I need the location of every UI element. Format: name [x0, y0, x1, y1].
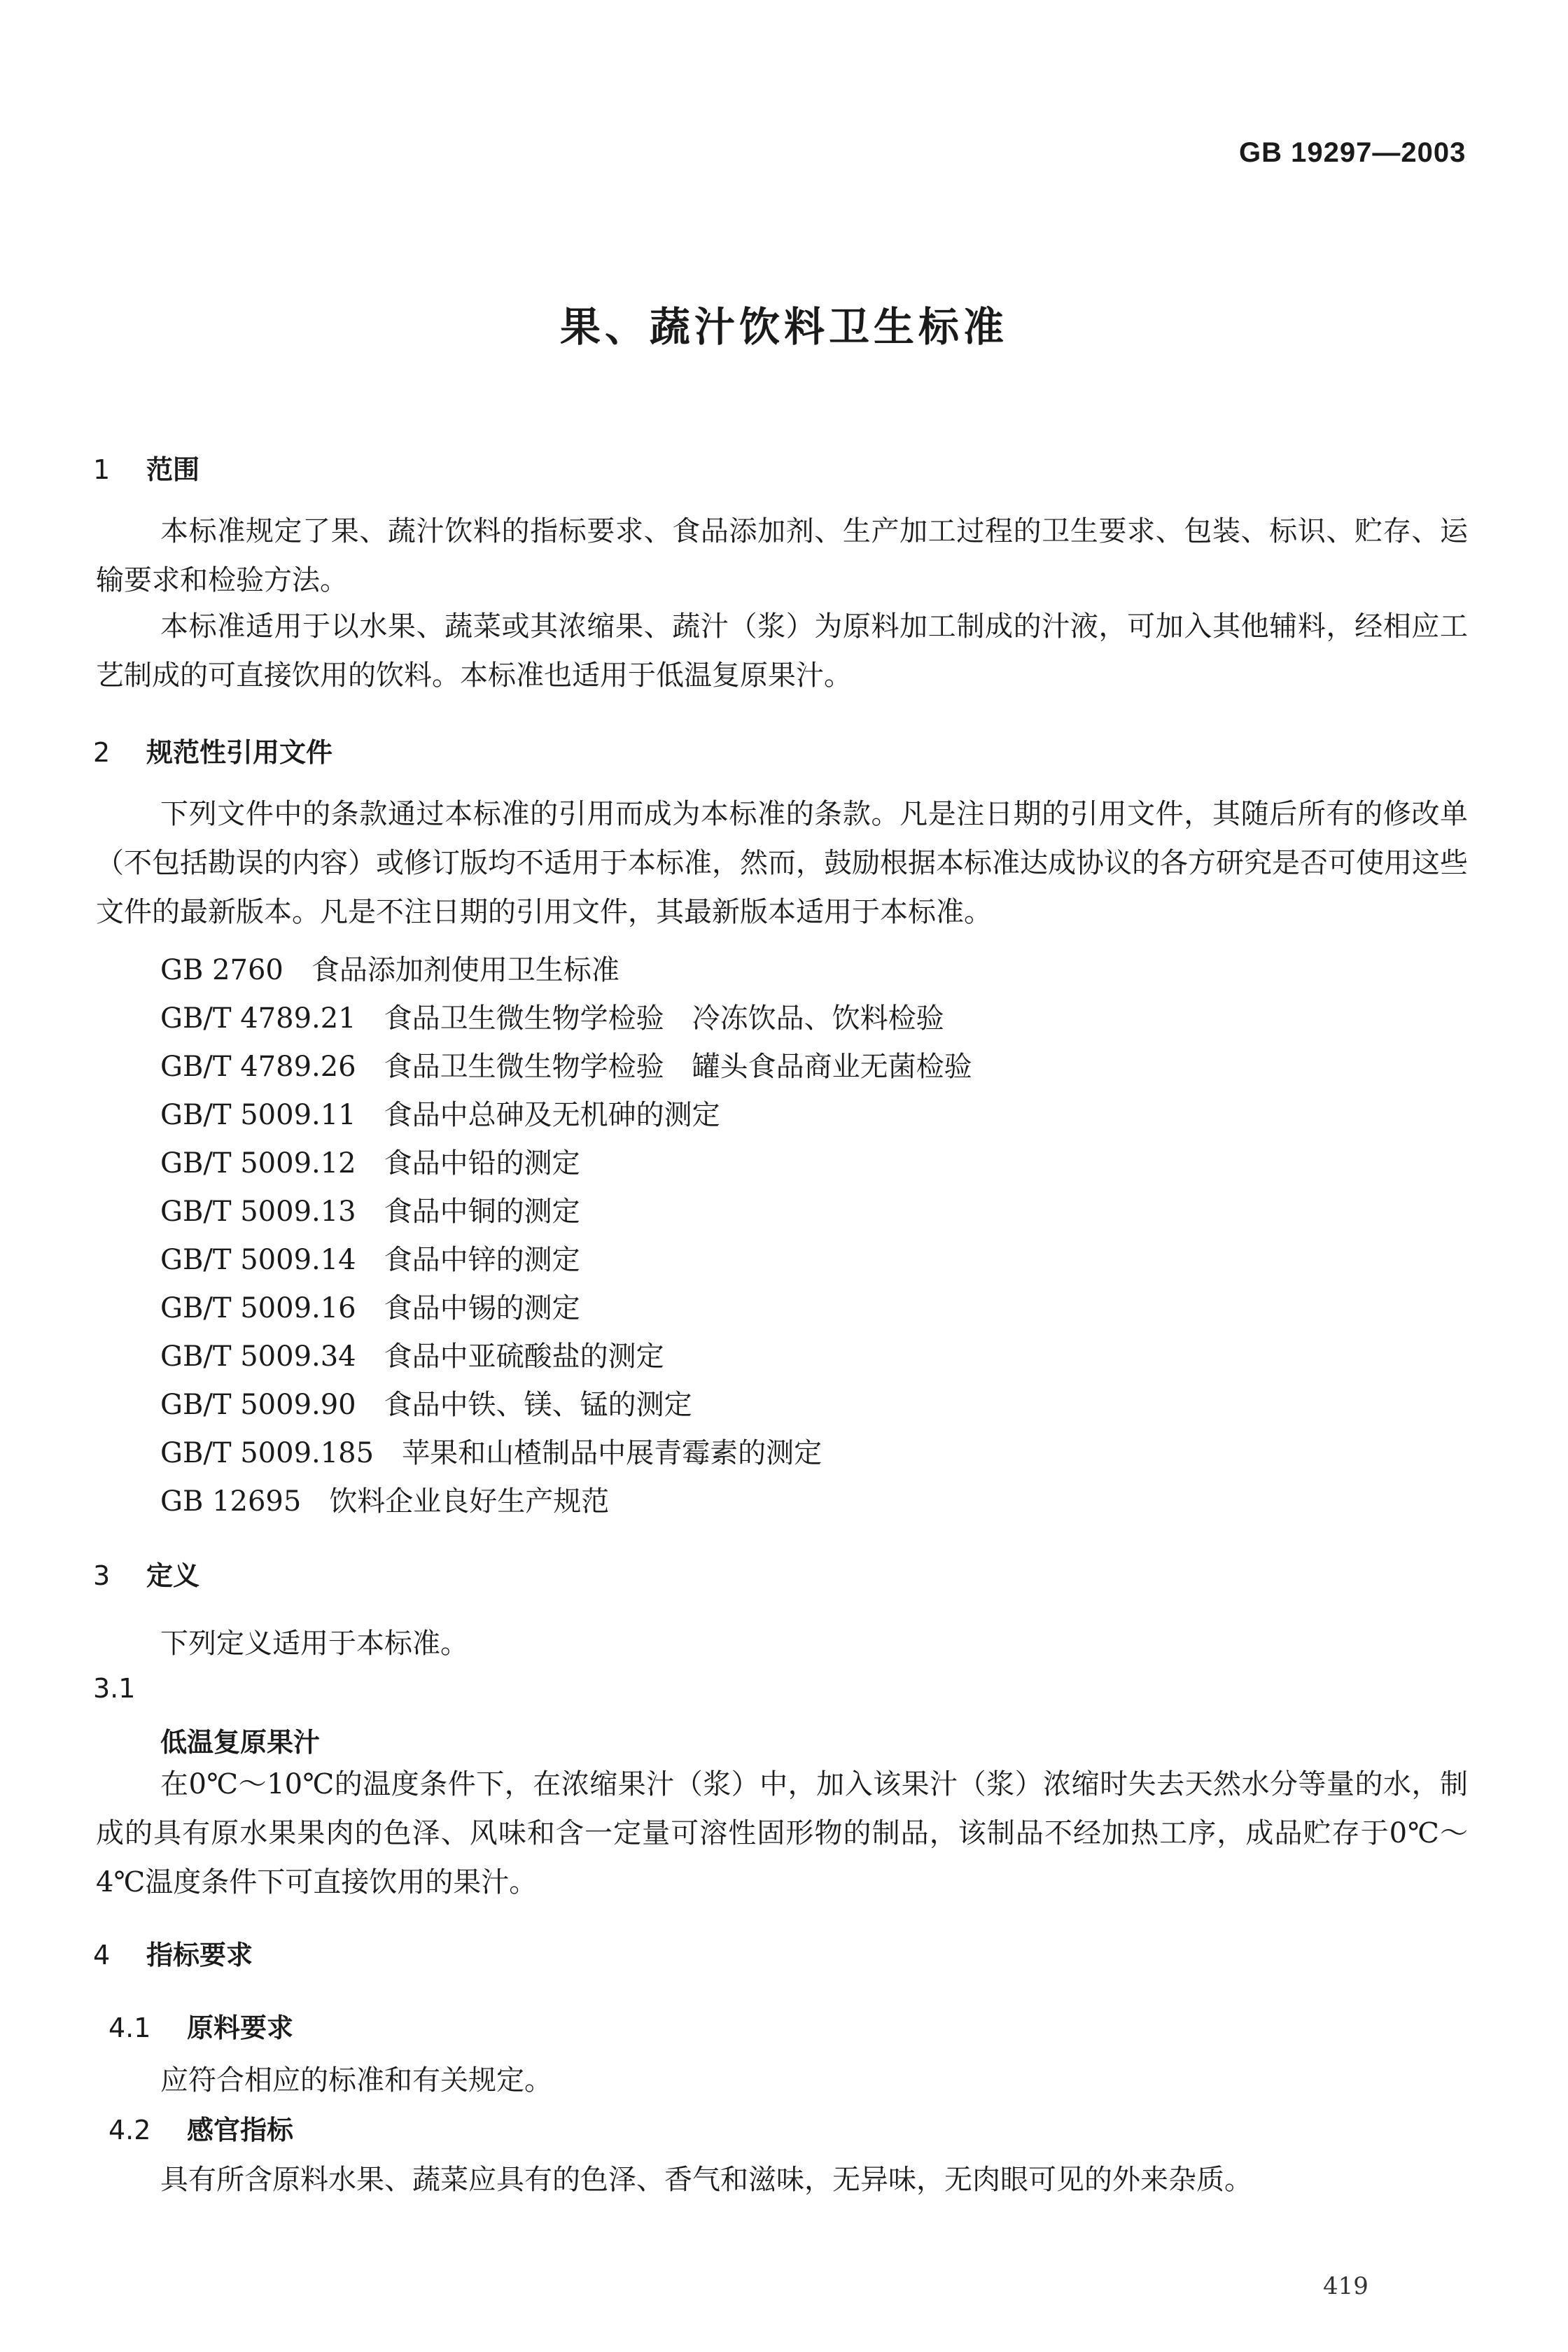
- reference-title: 食品中总砷及无机砷的测定: [384, 1099, 720, 1131]
- reference-code: GB/T 5009.16: [160, 1292, 356, 1324]
- subsection-title: 原料要求: [187, 2012, 294, 2043]
- reference-title: 食品添加剂使用卫生标准: [311, 954, 620, 986]
- reference-item: [160, 996, 944, 1036]
- reference-code: GB 12695: [160, 1485, 302, 1518]
- reference-code: GB/T 4789.21: [160, 1002, 356, 1035]
- standard-number: GB 19297—2003: [1239, 137, 1466, 168]
- reference-code: GB/T 5009.13: [160, 1196, 356, 1228]
- definition-text: 在0℃～10℃的温度条件下，在浓缩果汁（浆）中，加入该果汁（浆）浓缩时失去天然水分等量的水，制成的具有原水果果肉的色泽、风味和含一定量可溶性固形物的制品，该制品不经加热工序，成品贮存于0℃～4℃温度条件下可直接饮用的果汁。: [96, 1768, 1468, 1898]
- reference-item: [160, 1238, 580, 1278]
- reference-code: GB/T 5009.11: [160, 1099, 356, 1131]
- reference-title: 食品中锌的测定: [384, 1244, 580, 1276]
- section-4-heading: [93, 1933, 253, 1972]
- section-number: 4: [93, 1940, 111, 1970]
- section-4-2-heading: [108, 2108, 293, 2147]
- section-2-paragraph: 下列文件中的条款通过本标准的引用而成为本标准的条款。凡是注日期的引用文件，其随后所有的修改单（不包括勘误的内容）或修订版均不适用于本标准，然而，鼓励根据本标准达成协议的各方研究是否可使用这些文件的最新版本。凡是不注日期的引用文件，其最新版本适用于本标准。: [96, 798, 1468, 928]
- reference-code: GB/T 5009.185: [160, 1437, 374, 1469]
- section-number: 2: [93, 737, 111, 768]
- section-number: 1: [93, 454, 111, 485]
- reference-title: 苹果和山楂制品中展青霉素的测定: [402, 1437, 822, 1469]
- reference-code: GB/T 5009.14: [160, 1244, 356, 1276]
- section-number: 3: [93, 1560, 111, 1591]
- reference-item: [160, 1334, 664, 1374]
- definition-number: 3.1: [93, 1673, 136, 1704]
- reference-item: [160, 948, 620, 988]
- reference-item: [160, 1479, 609, 1519]
- subsection-number: 4.1: [108, 2012, 151, 2043]
- section-1-paragraph-2: 本标准适用于以水果、蔬菜或其浓缩果、蔬汁（浆）为原料加工制成的汁液，可加入其他辅料，经相应工艺制成的可直接饮用的饮料。本标准也适用于低温复原果汁。: [96, 610, 1468, 692]
- section-2-heading: [93, 731, 332, 769]
- reference-code: GB/T 5009.12: [160, 1147, 356, 1180]
- document-title: 果、蔬汁饮料卫生标准: [559, 303, 1008, 351]
- section-1-paragraph-1: 本标准规定了果、蔬汁饮料的指标要求、食品添加剂、生产加工过程的卫生要求、包装、标识、贮存、运输要求和检验方法。: [96, 515, 1468, 596]
- reference-code: GB/T 5009.34: [160, 1340, 356, 1373]
- reference-item: [160, 1431, 822, 1471]
- reference-title: 食品中锡的测定: [384, 1292, 580, 1324]
- reference-code: GB/T 4789.26: [160, 1051, 356, 1083]
- reference-item: [160, 1286, 580, 1326]
- reference-title: 食品中铁、镁、锰的测定: [384, 1389, 692, 1421]
- definition-term: 低温复原果汁: [160, 1727, 321, 1758]
- section-title: 规范性引用文件: [146, 737, 333, 768]
- reference-item: [160, 1382, 692, 1422]
- section-title: 指标要求: [146, 1940, 253, 1970]
- subsection-number: 4.2: [108, 2115, 151, 2146]
- reference-title: 食品卫生微生物学检验 冷冻饮品、饮料检验: [384, 1002, 944, 1035]
- section-title: 范围: [146, 454, 200, 485]
- reference-title: 食品中铜的测定: [384, 1196, 580, 1228]
- section-1-heading: [93, 448, 200, 486]
- section-3-intro: 下列定义适用于本标准。: [160, 1628, 468, 1660]
- reference-title: 食品卫生微生物学检验 罐头食品商业无菌检验: [384, 1051, 972, 1083]
- reference-code: GB/T 5009.90: [160, 1389, 356, 1421]
- subsection-title: 感官指标: [187, 2115, 294, 2146]
- section-4-1-heading: [108, 2006, 293, 2045]
- section-3-heading: [93, 1554, 200, 1592]
- reference-title: 饮料企业良好生产规范: [329, 1485, 610, 1518]
- reference-code: GB 2760: [160, 954, 284, 986]
- section-4-1-text: 应符合相应的标准和有关规定。: [160, 2064, 552, 2096]
- reference-item: [160, 1044, 972, 1084]
- reference-item: [160, 1189, 580, 1229]
- section-title: 定义: [146, 1560, 200, 1591]
- reference-item: [160, 1093, 720, 1133]
- reference-title: 食品中亚硫酸盐的测定: [384, 1340, 664, 1373]
- page-number: 419: [1323, 2272, 1368, 2300]
- reference-title: 食品中铅的测定: [384, 1147, 580, 1180]
- reference-item: [160, 1141, 580, 1181]
- section-4-2-text: 具有所含原料水果、蔬菜应具有的色泽、香气和滋味，无异味，无肉眼可见的外来杂质。: [160, 2164, 1252, 2196]
